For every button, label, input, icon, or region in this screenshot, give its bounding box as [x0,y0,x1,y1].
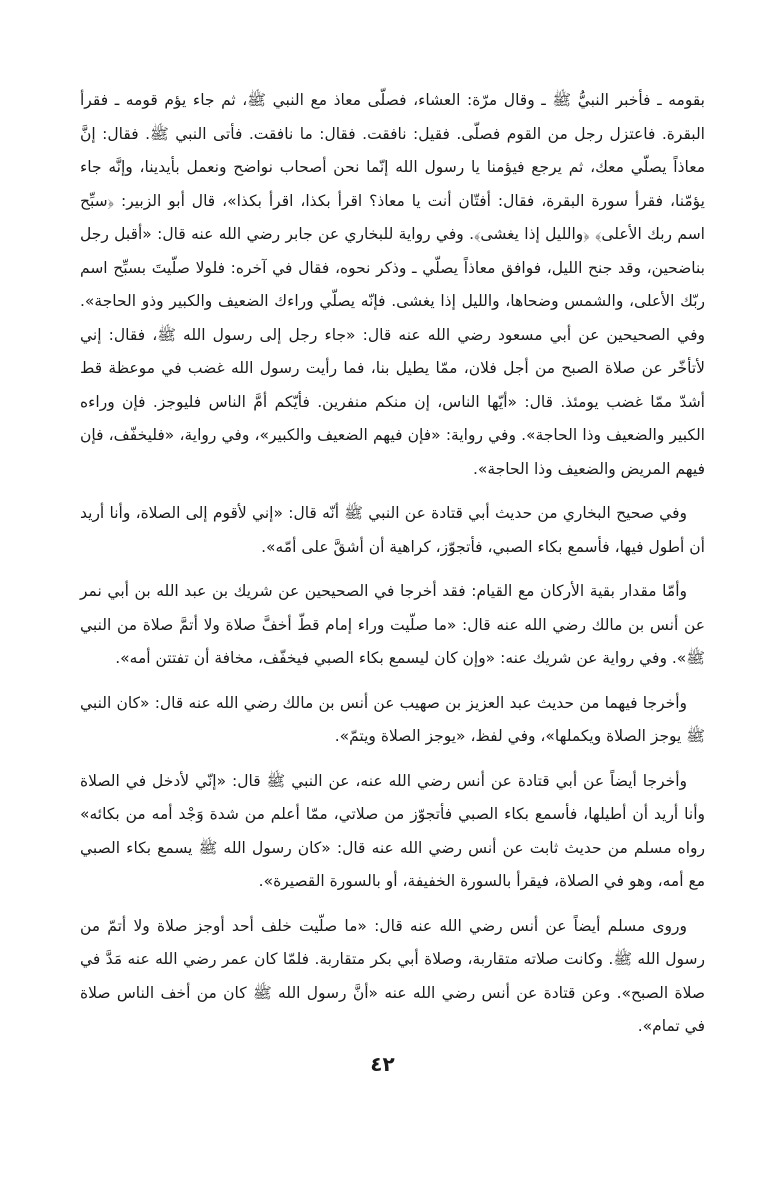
paragraph-3: وأمّا مقدار بقية الأركان مع القيام: فقد أخرجا في الصحيحين عن شريك بن عبد الله بن أبي نمر عن أنس بن مالك رضي الله عنه قال: «ما صلّيت وراء إمام قطّ أخفَّ صلاة ولا أتمَّ صلاة من النبي ﷺ». وفي رواية عن شريك عنه: «وإن كان ليسمع بكاء الصبي فيخفّف، مخافة أن تفتتن أمه». [80,582,705,667]
paragraph-5: وأخرجا أيضاً عن أبي قتادة عن أنس رضي الله عنه، عن النبي ﷺ قال: «إنّي لأدخل في الصلاة وأنا أريد أن أطيلها، فأسمع بكاء الصبي فأتجوّز من صلاتي، ممّا أعلم من شدة وَجْد أمه من بكائه» رواه مسلم من حديث ثابت عن أنس رضي الله عنه قال: «كان رسول الله ﷺ يسمع بكاء الصبي مع أمه، وهو في الصلاة، فيقرأ بالسورة الخفيفة، أو بالسورة القصيرة». [80,771,705,890]
paragraph-4: وأخرجا فيهما من حديث عبد العزيز بن صهيب عن أنس بن مالك رضي الله عنه قال: «كان النبي ﷺ يوجز الصلاة ويكملها»، وفي لفظ، «يوجز الصلاة ويتمّ». [80,693,705,745]
paragraph-2: وفي صحيح البخاري من حديث أبي قتادة عن النبي ﷺ أنّه قال: «إني لأقوم إلى الصلاة، وأنا أريد أن أطول فيها، فأسمع بكاء الصبي، فأتجوّز، كراهية أن أشقَّ على أمّه». [80,504,705,556]
paragraph-1: بقومه ـ فأخبر النبيُّ ﷺ ـ وقال مرّة: العشاء، فصلّى معاذ مع النبي ﷺ، ثم جاء يؤم قومه ـ فقرأ البقرة. فاعتزل رجل من القوم فصلّى. فقيل: نافقت. فقال: ما نافقت. فأتى النبي ﷺ. فقال: إنَّ معاذاً يصلّي معك، ثم يرجع فيؤمنا يا رسول الله إنّما نحن أصحاب نواضح ونعمل بأيدينا، وإنَّه جاء يؤمّنا، فقرأ سورة البقرة، فقال: أفتّان أنت يا معاذ؟ اقرأ بكذا، اقرأ بكذا»، قال أبو الزبير: ﴿سبِّح اسم ربك الأعلى﴾ ﴿والليل إذا يغشى﴾. وفي رواية للبخاري عن جابر رضي الله عنه قال: «أقبل رجل بناضحين، وقد جنح الليل، فوافق معاذاً يصلّي ـ وذكر نحوه، فقال في آخره: فلولا صلّيتَ بسبِّح اسم ربّك الأعلى، والشمس وضحاها، والليل إذا يغشى. فإنّه يصلّي وراءك الضعيف والكبير وذو الحاجة». وفي الصحيحين عن أبي مسعود رضي الله عنه قال: «جاء رجل إلى رسول الله ﷺ، فقال: إني لأتأخّر عن صلاة الصبح من أجل فلان، ممّا يطيل بنا، فما رأيت رسول الله غضب في موعظة قط أشدّ ممّا غضب يومئذ. قال: «أيّها الناس، إن منكم منفرين. فأيّكم أمَّ الناس فليوجز. فإن وراءه الكبير والضعيف وذا الحاجة». وفي رواية: «فإن فيهم الضعيف والكبير»، وفي رواية، «فليخفّف، فإن فيهم المريض والضعيف وذا الحاجة». [80,91,705,478]
page-body [80,84,705,1055]
paragraph-6: وروى مسلم أيضاً عن أنس رضي الله عنه قال: «ما صلّيت خلف أحد أوجز صلاة ولا أتمّ من رسول الله ﷺ. وكانت صلاته متقاربة، وصلاة أبي بكر متقاربة. فلمّا كان عمر رضي الله عنه مَدَّ في صلاة الصبح». وعن قتادة عن أنس رضي الله عنه «أنَّ رسول الله ﷺ كان من أخف الناس صلاة في تمام». [80,916,705,1035]
page-number: ٤٢ [370,1052,395,1076]
